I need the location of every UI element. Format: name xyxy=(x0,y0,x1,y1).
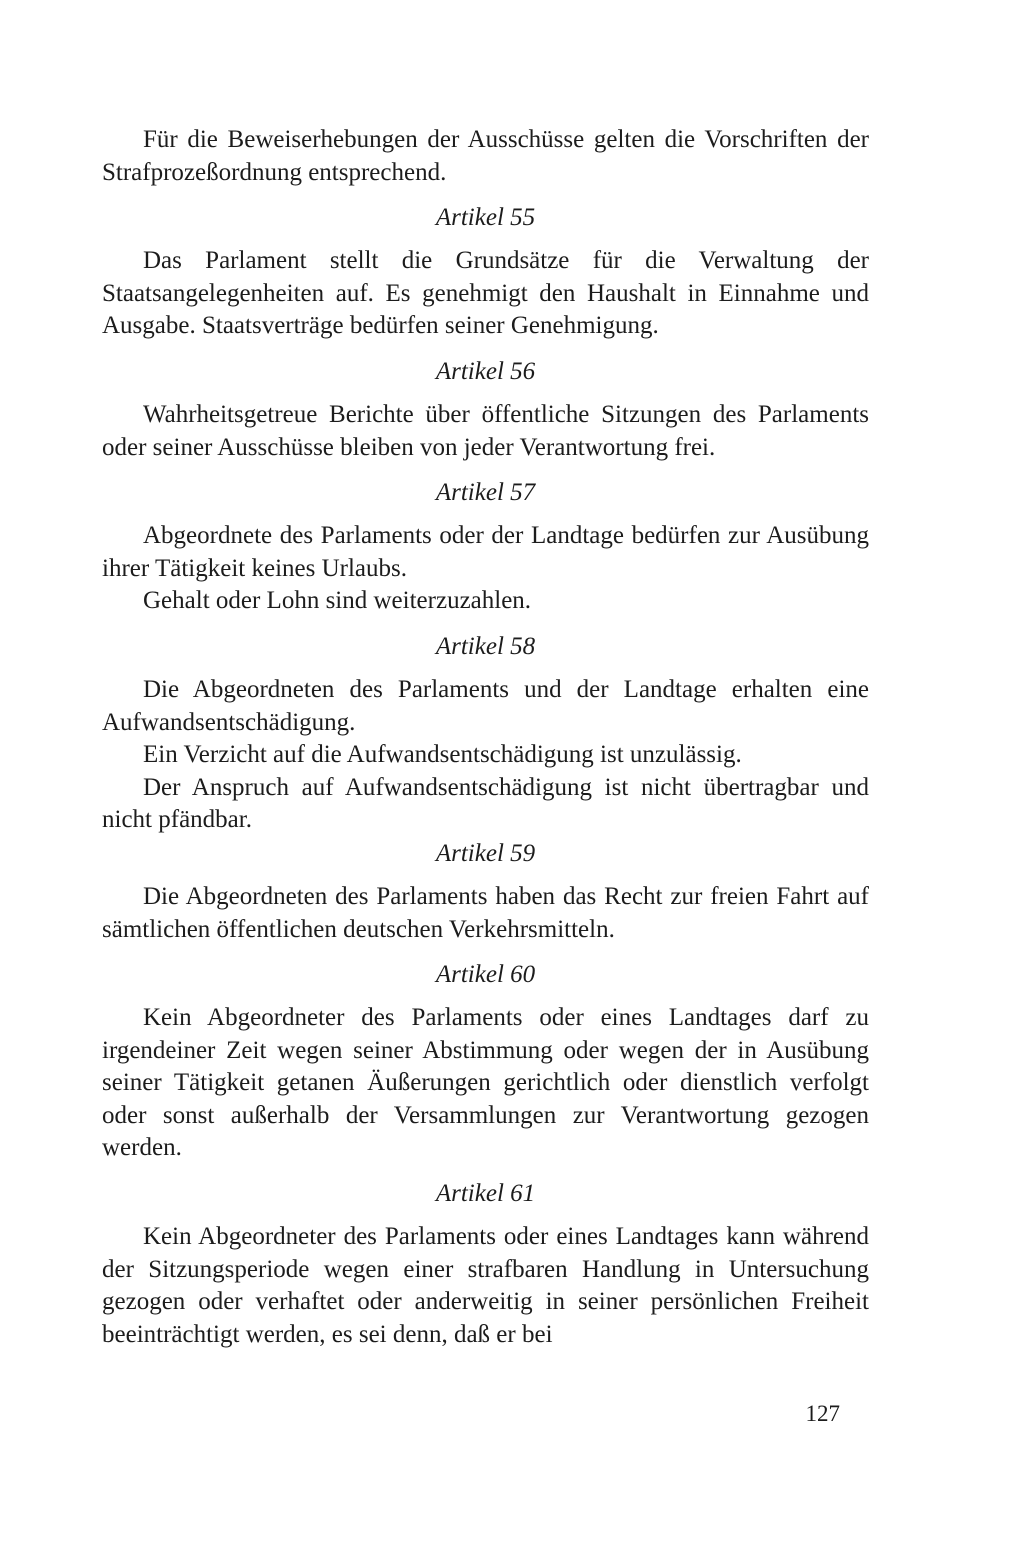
article-56-paragraph-1: Wahrheitsgetreue Berichte über öffentliche Sitzungen des Parlaments oder seiner Ausschüsse bleiben von jeder Verantwortung frei. xyxy=(102,400,869,461)
article-58-paragraph-3: Der Anspruch auf Aufwandsentschädigung ist nicht übertragbar und nicht pfändbar. xyxy=(102,773,869,834)
article-58-paragraph-2: Ein Verzicht auf die Aufwandsentschädigung ist unzulässig. xyxy=(143,741,742,769)
article-heading-56: Artikel 56 xyxy=(435,357,536,385)
article-heading-55: Artikel 55 xyxy=(435,204,536,232)
article-57-paragraph-1: Abgeordnete des Parlaments oder der Landtage bedürfen zur Ausübung ihrer Tätigkeit keines Urlaubs. xyxy=(102,522,869,582)
article-heading-60: Artikel 60 xyxy=(435,961,536,989)
article-heading-57: Artikel 57 xyxy=(435,479,536,507)
article-55-paragraph-1: Das Parlament stellt die Grundsätze für die Verwaltung der Staatsangelegenheiten auf. Es genehmigt den Haushalt in Einnahme und Ausgabe. Staatsverträge bedürfen seiner Genehmigung. xyxy=(102,247,869,340)
article-61-paragraph-1: Kein Abgeordneter des Parlaments oder eines Landtages kann während der Sitzungsperiode wegen einer strafbaren Handlung in Untersuchung gezogen oder verhaftet oder anderweitig in seiner persönlichen Freiheit beeinträchtigt werden, es sei denn, daß er bei xyxy=(102,1223,869,1348)
intro-paragraph: Für die Beweiserhebungen der Ausschüsse gelten die Vorschriften der Strafprozeßordnung entsprechend. xyxy=(102,126,869,186)
page-number: 127 xyxy=(805,1401,840,1426)
article-heading-61: Artikel 61 xyxy=(435,1180,536,1208)
article-58-paragraph-1: Die Abgeordneten des Parlaments und der Landtage erhalten eine Aufwandsentschädigung. xyxy=(102,675,869,736)
page-content xyxy=(102,124,869,1351)
article-60-paragraph-1: Kein Abgeordneter des Parlaments oder eines Landtages darf zu irgendeiner Zeit wegen seiner Abstimmung oder wegen der in Ausübung seiner Tätigkeit getanen Äußerungen gerichtlich oder dienstlich verfolgt oder sonst außerhalb der Versammlungen zur Verantwortung gezogen werden. xyxy=(102,1004,869,1162)
article-59-paragraph-1: Die Abgeordneten des Parlaments haben das Recht zur freien Fahrt auf sämtlichen öffentlichen deutschen Verkehrsmitteln. xyxy=(102,882,869,943)
article-heading-58: Artikel 58 xyxy=(435,632,536,660)
article-57-paragraph-2: Gehalt oder Lohn sind weiterzuzahlen. xyxy=(143,587,532,615)
article-heading-59: Artikel 59 xyxy=(435,839,536,867)
